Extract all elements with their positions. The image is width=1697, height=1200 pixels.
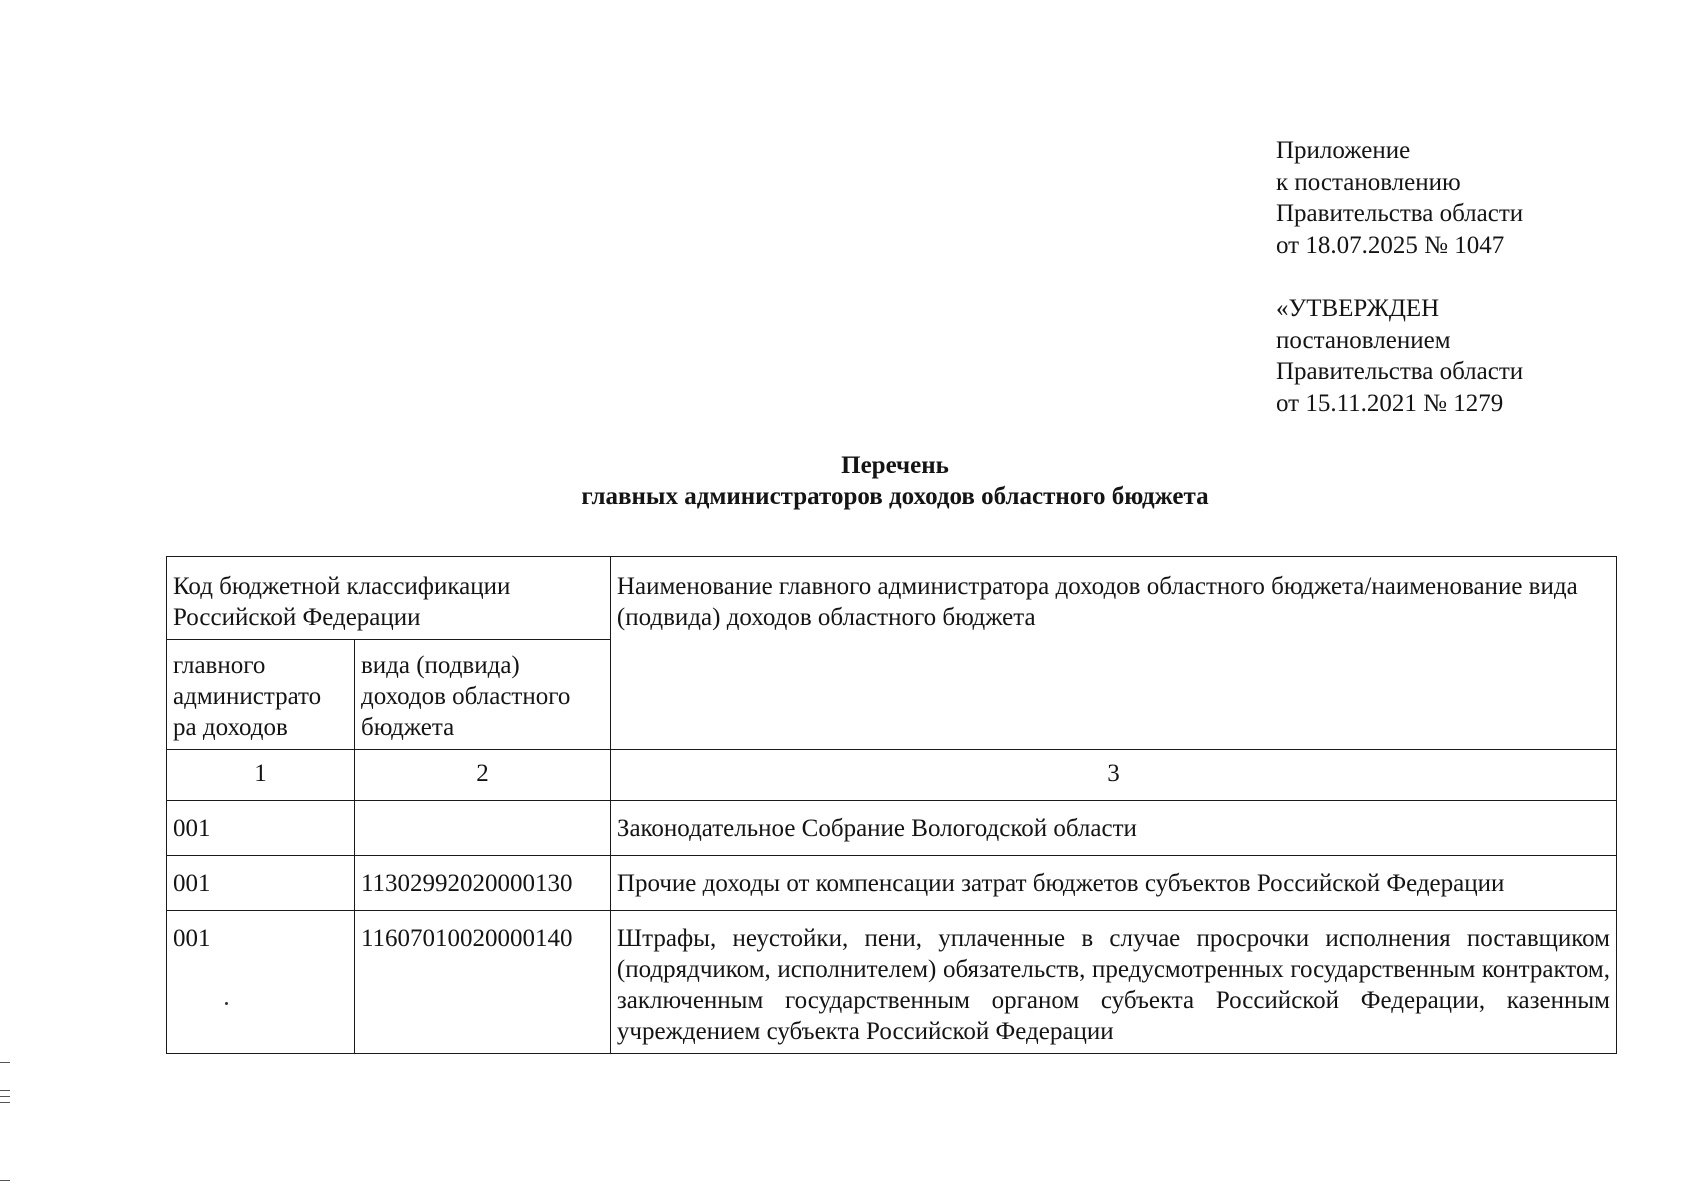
name-cell: Прочие доходы от компенсации затрат бюджетов субъектов Российской Федерации: [610, 856, 1616, 911]
stamp-gap: [1276, 261, 1523, 293]
stamp-line: «УТВЕРЖДЕН: [1276, 295, 1440, 322]
column-number: 2: [354, 750, 610, 801]
income-code-cell: [354, 801, 610, 856]
header-code-group: Код бюджетной классификации Российской Федерации: [167, 557, 611, 640]
stamp-line: Приложение: [1276, 137, 1411, 164]
table-row: [167, 856, 1617, 911]
stamp-line: от 18.07.2025 № 1047: [1276, 231, 1505, 259]
scan-speck: [225, 1002, 228, 1005]
header-code-column: вида (подвида) доходов областного бюджета: [354, 640, 610, 750]
income-code-cell: 11607010020000140: [354, 911, 610, 1054]
name-cell: Законодательное Собрание Вологодской области: [610, 801, 1616, 856]
binding-mark: [0, 1090, 10, 1091]
header-name-column: Наименование главного администратора доходов областного бюджета/наименование вида (подвида) доходов областного бюджета: [610, 557, 1616, 750]
column-number: 3: [610, 750, 1616, 801]
document-subtitle: главных администраторов доходов областного бюджета: [581, 483, 1209, 510]
binding-mark: [0, 1096, 10, 1097]
table-row: [167, 801, 1617, 856]
document-title: Перечень: [841, 452, 949, 479]
binding-mark: [0, 1180, 10, 1181]
name-cell: Штрафы, неустойки, пени, уплаченные в случае просрочки исполнения поставщиком (подрядчиком, исполнителем) обязательств, предусмотренных государственным контрактом, заключенным государственным органом субъекта Российской Федерации, казенным учреждением субъекта Российской Федерации: [610, 911, 1616, 1054]
table-header-row: [167, 557, 1617, 640]
stamp-line: Правительства области: [1276, 200, 1524, 227]
binding-mark: [0, 1102, 10, 1103]
stamp-line: от 15.11.2021 № 1279: [1276, 389, 1504, 417]
stamp-line: к постановлению: [1276, 168, 1461, 196]
approval-stamp: [1276, 135, 1523, 419]
binding-mark: [0, 1062, 10, 1063]
admin-code-cell: 001: [167, 801, 355, 856]
table-row: [167, 911, 1617, 1054]
admin-code-cell: 001: [167, 856, 355, 911]
document-heading: [0, 450, 1697, 512]
income-code-cell: 11302992020000130: [354, 856, 610, 911]
column-number: 1: [167, 750, 355, 801]
stamp-line: постановлением: [1276, 326, 1451, 354]
header-admin-column: главного администрато ра доходов: [167, 640, 355, 750]
administrators-table: [166, 556, 1617, 1054]
admin-code-cell: 001: [167, 911, 355, 1054]
stamp-line: Правительства области: [1276, 358, 1524, 385]
column-numbers-row: [167, 750, 1617, 801]
